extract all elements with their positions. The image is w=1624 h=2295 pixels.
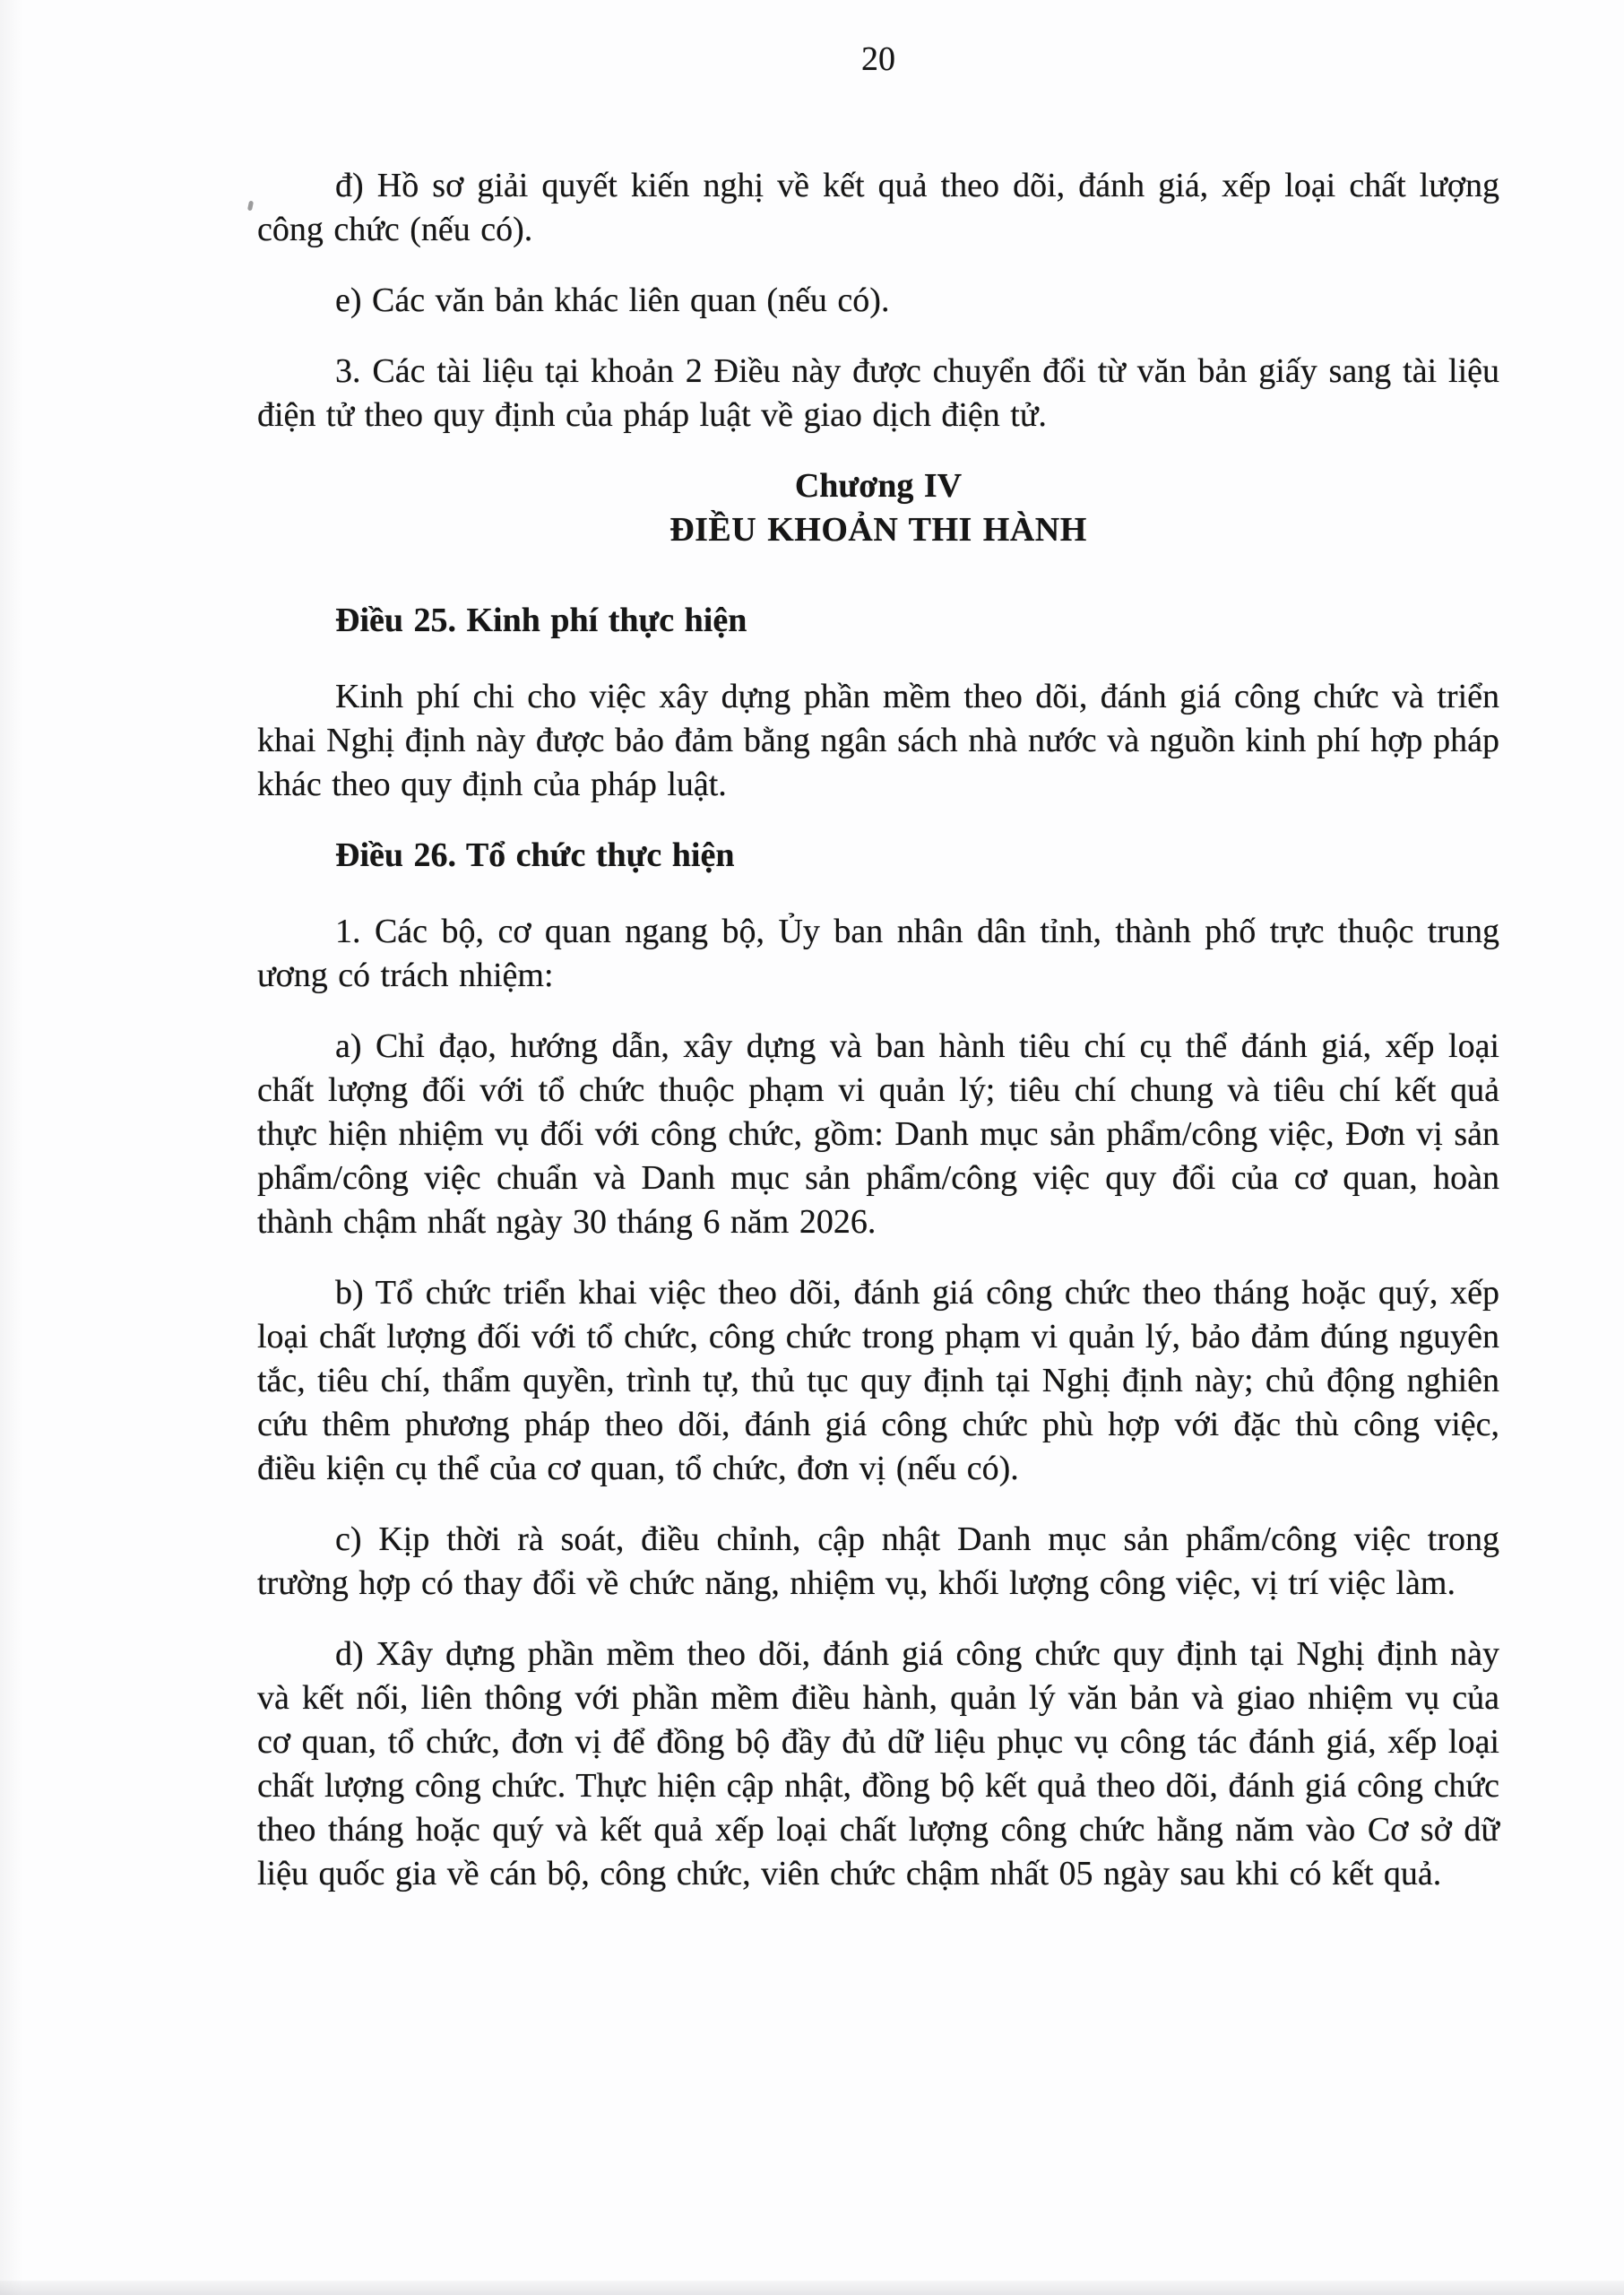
chapter-label: Chương IV [794,467,963,505]
article-26-point-d: d) Xây dựng phần mềm theo dõi, đánh giá công chức quy định tại Nghị định này và kết nối, liên thông với phần mềm điều hành, quản lý văn bản và giao nhiệm vụ của cơ quan, tổ chức, đơn vị để đồng bộ đầy đủ dữ liệu phục vụ công tác đánh giá, xếp loại chất lượng công chức. Thực hiện cập nhật, đồng bộ kết quả theo dõi, đánh giá công chức theo tháng hoặc quý và kết quả xếp loại chất lượng công chức hằng năm vào Cơ sở dữ liệu quốc gia về cán bộ, công chức, viên chức chậm nhất 05 ngày sau khi có kết quả. [257,1635,1499,1892]
article-26-point-a: a) Chỉ đạo, hướng dẫn, xây dựng và ban hành tiêu chí cụ thể đánh giá, xếp loại chất lượng đối với tổ chức thuộc phạm vi quản lý; tiêu chí chung và tiêu chí kết quả thực hiện nhiệm vụ đối với công chức, gồm: Danh mục sản phẩm/công việc, Đơn vị sản phẩm/công việc chuẩn và Danh mục sản phẩm/công việc quy đổi của cơ quan, hoàn thành chậm nhất ngày 30 tháng 6 năm 2026. [257,1027,1499,1241]
document-content [257,0,1499,1923]
scan-speck [247,201,254,212]
article-26-point-c: c) Kịp thời rà soát, điều chỉnh, cập nhật Danh mục sản phẩm/công việc trong trường hợp có thay đổi về chức năng, nhiệm vụ, khối lượng công việc, vị trí việc làm. [257,1520,1499,1602]
paragraph-clause-3: 3. Các tài liệu tại khoản 2 Điều này được chuyển đổi từ văn bản giấy sang tài liệu điện tử theo quy định của pháp luật về giao dịch điện tử. [257,352,1499,434]
scan-bottom-band [0,2281,1624,2295]
chapter-title: ĐIỀU KHOẢN THI HÀNH [669,511,1087,549]
article-26-point-b: b) Tổ chức triển khai việc theo dõi, đánh giá công chức theo tháng hoặc quý, xếp loại chất lượng đối với tổ chức, công chức trong phạm vi quản lý, bảo đảm đúng nguyên tắc, tiêu chí, thẩm quyền, trình tự, thủ tục quy định tại Nghị định này; chủ động nghiên cứu thêm phương pháp theo dõi, đánh giá công chức phù hợp với đặc thù công việc, điều kiện cụ thể của cơ quan, tổ chức, đơn vị (nếu có). [257,1274,1499,1487]
paragraph-item-e: e) Các văn bản khác liên quan (nếu có). [335,281,890,319]
article-26-clause-1: 1. Các bộ, cơ quan ngang bộ, Ủy ban nhân dân tỉnh, thành phố trực thuộc trung ương có trách nhiệm: [257,913,1499,994]
article-25-paragraph: Kinh phí chi cho việc xây dựng phần mềm theo dõi, đánh giá công chức và triển khai Nghị định này được bảo đảm bằng ngân sách nhà nước và nguồn kinh phí hợp pháp khác theo quy định của pháp luật. [257,678,1499,803]
page-number: 20 [861,40,895,78]
paragraph-item-d: đ) Hồ sơ giải quyết kiến nghị về kết quả theo dõi, đánh giá, xếp loại chất lượng công chức (nếu có). [257,167,1499,248]
article-26-heading: Điều 26. Tổ chức thực hiện [335,836,735,874]
scan-edge-shading [0,0,23,2295]
article-25-heading: Điều 25. Kinh phí thực hiện [335,602,747,639]
